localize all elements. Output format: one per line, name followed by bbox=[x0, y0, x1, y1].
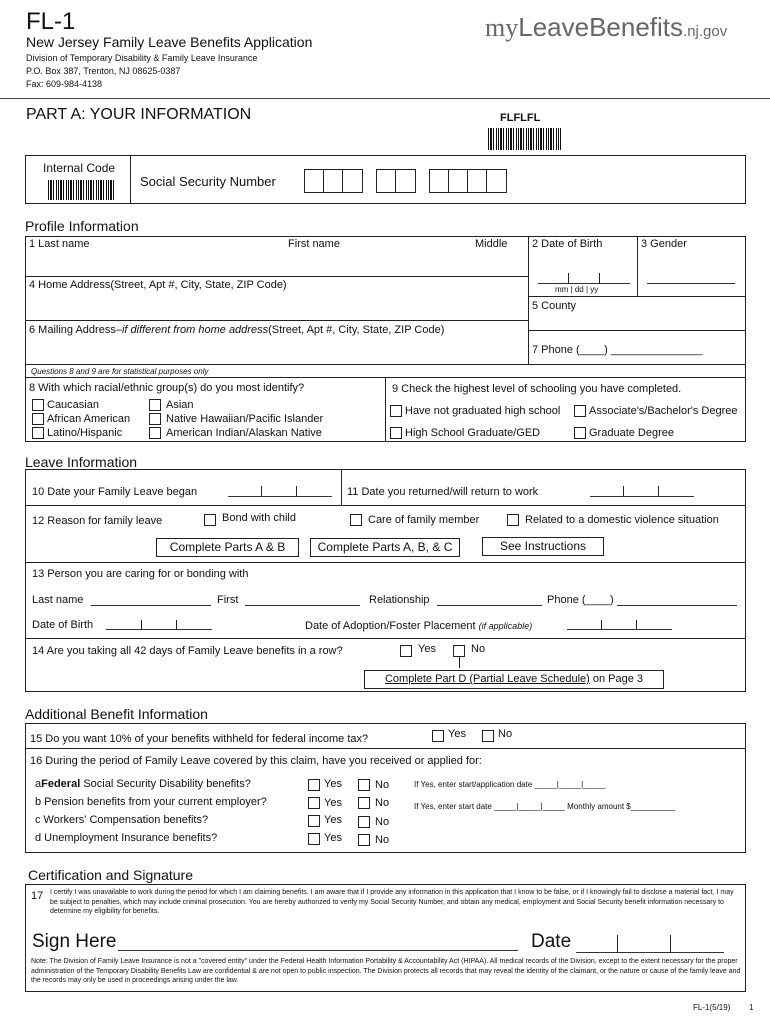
profile-row-line-5 bbox=[25, 364, 746, 365]
q16a-letter: a bbox=[35, 778, 42, 790]
part-d-page: on Page 3 bbox=[589, 673, 644, 685]
q10-label: 10 Date your Family Leave began bbox=[32, 486, 198, 498]
leave-began-date[interactable] bbox=[228, 496, 332, 497]
additional-heading: Additional Benefit Information bbox=[25, 706, 208, 722]
ssn-label: Social Security Number bbox=[140, 174, 276, 189]
q15-label: 15 Do you want 10% of your benefits withheld for federal income tax? bbox=[30, 733, 369, 745]
q16b-no-checkbox[interactable] bbox=[358, 797, 370, 809]
footer-form-ref: FL-1(5/19) bbox=[693, 1003, 731, 1012]
q16a-text: Social Security Disability benefits? bbox=[80, 778, 251, 790]
q16d-no-checkbox[interactable] bbox=[358, 834, 370, 846]
relationship-line[interactable] bbox=[437, 605, 542, 606]
part-d-main: Complete Part D (Partial Leave Schedule) bbox=[384, 673, 590, 685]
sig-date-sep-1 bbox=[617, 935, 618, 953]
q15-no-checkbox[interactable] bbox=[482, 730, 494, 742]
complete-part-d-note bbox=[364, 670, 664, 689]
form-title: New Jersey Family Leave Benefits Application bbox=[26, 34, 313, 50]
adoption-sep-1 bbox=[601, 620, 602, 630]
q16a-no-label: No bbox=[375, 779, 390, 791]
care-phone-label: Phone (____) bbox=[547, 594, 614, 606]
q16b-yes-label: Yes bbox=[324, 797, 342, 809]
latino-hispanic-label: Latino/Hispanic bbox=[47, 427, 123, 439]
care-family-member-checkbox[interactable] bbox=[350, 514, 362, 526]
q16a-no-checkbox[interactable] bbox=[358, 779, 370, 791]
q16d-no-label: No bbox=[375, 834, 390, 846]
gender-divider bbox=[637, 236, 638, 296]
q15-yes-checkbox[interactable] bbox=[432, 730, 444, 742]
q16c-yes-checkbox[interactable] bbox=[308, 815, 320, 827]
profile-row-line-3 bbox=[25, 320, 529, 321]
q16d-text: Unemployment Insurance benefits? bbox=[41, 832, 218, 844]
additional-row-line bbox=[25, 748, 746, 749]
footer-page-number: 1 bbox=[749, 1003, 754, 1012]
site-logo bbox=[485, 12, 727, 43]
signature-line[interactable] bbox=[118, 950, 518, 951]
date-label: Date bbox=[531, 931, 572, 952]
dob-format-hint: mm | dd | yy bbox=[555, 285, 599, 294]
no-high-school-label: Have not graduated high school bbox=[405, 405, 561, 417]
return-date-sep-2 bbox=[658, 486, 659, 496]
logo-domain: .nj.gov bbox=[683, 23, 728, 40]
q16c-yes-label: Yes bbox=[324, 814, 342, 826]
q16a-yes-label: Yes bbox=[324, 778, 342, 790]
profile-row-line-4 bbox=[528, 330, 746, 331]
african-american-checkbox[interactable] bbox=[32, 413, 44, 425]
q16b-note: If Yes, enter start date _____|_____|_____ Monthly amount $__________ bbox=[414, 802, 676, 811]
adoption-date-label bbox=[305, 620, 532, 632]
q16d-yes-label: Yes bbox=[324, 832, 342, 844]
dob-sep-1 bbox=[568, 273, 569, 283]
statistics-note: Questions 8 and 9 are for statistical purposes only bbox=[31, 367, 209, 376]
header-divider bbox=[0, 98, 770, 99]
part-a-title: PART A: YOUR INFORMATION bbox=[26, 106, 252, 123]
see-instructions-note: See Instructions bbox=[482, 537, 604, 556]
profile-row-line-2 bbox=[528, 296, 746, 297]
part-a-barcode-label: FLFLFL bbox=[500, 112, 541, 124]
division-address: P.O. Box 387, Trenton, NJ 08625-0387 bbox=[26, 66, 181, 76]
division-fax: Fax: 609-984-4138 bbox=[26, 79, 103, 89]
pill-2-prefix: Complete bbox=[317, 540, 373, 554]
care-dob-sep-1 bbox=[141, 620, 142, 630]
gender-label: 3 Gender bbox=[641, 238, 687, 250]
profile-col-divider bbox=[528, 236, 529, 364]
graduate-degree-checkbox[interactable] bbox=[574, 427, 586, 439]
q16b-text: Pension benefits from your current employer? bbox=[41, 796, 267, 808]
last-name-label: 1 Last name bbox=[29, 238, 90, 250]
ssn-group-1[interactable] bbox=[304, 169, 363, 193]
part-a-barcode bbox=[488, 128, 561, 150]
asian-checkbox[interactable] bbox=[149, 399, 161, 411]
cert-text: I certify I was unavailable to work during the period for which I am claiming benefits. I am aware that if I provide any information in this application that I know to be false, or if I knowingly fail to disclose a material fact, I may be subject to penalties, which may include criminal prosecution. You are hereby authorized to verify my Social Security Number, and obtain any medical, employment and Social Security benefit information necessary to determine my eligibility for benefits. bbox=[50, 889, 734, 915]
signature-date-line[interactable] bbox=[576, 952, 724, 953]
mailing-italic: if different from home address bbox=[121, 324, 269, 336]
adoption-sep-2 bbox=[636, 620, 637, 630]
q16c-letter: c bbox=[35, 814, 41, 826]
caucasian-checkbox[interactable] bbox=[32, 399, 44, 411]
middle-name-label: Middle bbox=[475, 238, 508, 250]
q16b-label bbox=[35, 796, 267, 808]
q16a-yes-checkbox[interactable] bbox=[308, 779, 320, 791]
care-dob-line[interactable] bbox=[106, 629, 212, 630]
q16d-label bbox=[35, 832, 217, 844]
q15-no-label: No bbox=[498, 728, 513, 740]
q16b-no-label: No bbox=[375, 797, 390, 809]
return-date[interactable] bbox=[590, 496, 694, 497]
q16a-label bbox=[35, 778, 251, 790]
q16c-text: Workers' Compensation benefits? bbox=[40, 814, 209, 826]
ssn-group-2[interactable] bbox=[376, 169, 416, 193]
logo-my: my bbox=[485, 13, 519, 42]
return-date-sep-1 bbox=[623, 486, 624, 496]
complete-parts-abc-note bbox=[310, 538, 460, 557]
profile-row-line-1 bbox=[25, 276, 529, 277]
q14-label: 14 Are you taking all 42 days of Family Leave benefits in a row? bbox=[32, 645, 343, 657]
leave-row-line-2 bbox=[25, 562, 746, 563]
care-last-name-label: Last name bbox=[32, 594, 84, 606]
q16-label: 16 During the period of Family Leave covered by this claim, have you received or applied for: bbox=[30, 755, 482, 767]
adoption-date-line[interactable] bbox=[567, 629, 672, 630]
home-address-label: 4 Home Address(Street, Apt #, City, State, ZIP Code) bbox=[29, 279, 287, 291]
leave-table bbox=[25, 469, 746, 692]
adoption-label: Date of Adoption/Foster Placement bbox=[305, 620, 476, 632]
care-last-name-line[interactable] bbox=[91, 605, 211, 606]
division-name: Division of Temporary Disability & Family Leave Insurance bbox=[26, 53, 258, 63]
pill-2-parts: Parts A, B, & C bbox=[372, 540, 453, 554]
q14-yes-checkbox[interactable] bbox=[400, 645, 412, 657]
q16c-no-label: No bbox=[375, 816, 390, 828]
american-indian-label: American Indian/Alaskan Native bbox=[166, 427, 322, 439]
dob-label: 2 Date of Birth bbox=[532, 238, 603, 250]
associates-bachelors-label: Associate's/Bachelor's Degree bbox=[589, 405, 738, 417]
domestic-violence-label: Related to a domestic violence situation bbox=[525, 514, 719, 526]
q12-label: 12 Reason for family leave bbox=[32, 515, 163, 527]
care-first-name-label: First bbox=[217, 594, 239, 606]
internal-code-barcode bbox=[48, 180, 114, 200]
bond-with-child-label: Bond with child bbox=[222, 512, 296, 524]
associates-bachelors-checkbox[interactable] bbox=[574, 405, 586, 417]
leave-dates-divider bbox=[341, 469, 342, 505]
relationship-label: Relationship bbox=[369, 594, 430, 606]
care-dob-sep-2 bbox=[176, 620, 177, 630]
graduate-degree-label: Graduate Degree bbox=[589, 427, 674, 439]
care-phone-line[interactable] bbox=[617, 605, 737, 606]
adoption-note: (if applicable) bbox=[478, 621, 533, 631]
asian-label: Asian bbox=[166, 399, 194, 411]
form-id: FL-1 bbox=[26, 8, 76, 35]
american-indian-checkbox[interactable] bbox=[149, 427, 161, 439]
q16d-letter: d bbox=[35, 832, 42, 844]
care-family-member-label: Care of family member bbox=[368, 514, 480, 526]
q16c-label bbox=[35, 814, 208, 826]
internal-code-label: Internal Code bbox=[43, 161, 116, 175]
county-label: 5 County bbox=[532, 300, 577, 312]
hipaa-note: Note: The Division of Family Leave Insurance is not a "covered entity" under the Federal Health Information Portability & Accountability Act (HIPAA). All medical records of the Division, except to the extent necessary for the proper administration of the Temporary Disability Benefits Law are confidential & are not open to public inspection. The Division protects all records that may reveal the identity of the claimant, or the nature or cause of the family leave and the records may only be used in proceedings arising under the law. bbox=[31, 958, 741, 984]
q8-label: 8 With which racial/ethnic group(s) do you most identify? bbox=[29, 382, 305, 394]
high-school-checkbox[interactable] bbox=[390, 427, 402, 439]
care-first-name-line[interactable] bbox=[245, 605, 360, 606]
cert-heading: Certification and Signature bbox=[28, 867, 193, 883]
q16a-bold: Federal bbox=[41, 778, 81, 790]
sign-here-label: Sign Here bbox=[32, 931, 117, 952]
profile-heading: Profile Information bbox=[25, 218, 139, 234]
q13-label: 13 Person you are caring for or bonding with bbox=[32, 568, 249, 580]
latino-hispanic-checkbox[interactable] bbox=[32, 427, 44, 439]
domestic-violence-checkbox[interactable] bbox=[507, 514, 519, 526]
caucasian-label: Caucasian bbox=[47, 399, 99, 411]
phone-label: 7 Phone (____) _______________ bbox=[532, 344, 703, 356]
q15-yes-label: Yes bbox=[448, 728, 466, 740]
leave-heading: Leave Information bbox=[25, 454, 138, 470]
q16b-letter: b bbox=[35, 796, 42, 808]
pacific-islander-checkbox[interactable] bbox=[149, 413, 161, 425]
leave-row-line-3 bbox=[25, 638, 746, 639]
dob-sep-2 bbox=[599, 273, 600, 283]
stats-divider bbox=[385, 377, 386, 442]
q14-yes-label: Yes bbox=[418, 643, 436, 655]
leave-row-line-1 bbox=[25, 505, 746, 506]
complete-parts-ab-note bbox=[156, 538, 299, 557]
mailing-address-label bbox=[29, 324, 444, 336]
q11-label: 11 Date you returned/will return to work bbox=[347, 486, 539, 498]
q14-no-label: No bbox=[471, 643, 486, 655]
dob-line[interactable] bbox=[538, 283, 630, 284]
q16d-yes-checkbox[interactable] bbox=[308, 833, 320, 845]
cert-number: 17 bbox=[31, 890, 44, 902]
q16c-no-checkbox[interactable] bbox=[358, 816, 370, 828]
african-american-label: African American bbox=[47, 413, 131, 425]
gender-line[interactable] bbox=[647, 283, 735, 284]
leave-began-sep-2 bbox=[296, 486, 297, 496]
logo-leave: LeaveBenefits bbox=[518, 12, 684, 42]
pill-1-prefix: Complete bbox=[169, 540, 225, 554]
pill-1-parts: Parts A & B bbox=[224, 540, 286, 554]
no-high-school-checkbox[interactable] bbox=[390, 405, 402, 417]
ssn-group-3[interactable] bbox=[429, 169, 507, 193]
q14-connector bbox=[459, 657, 460, 668]
bond-with-child-checkbox[interactable] bbox=[204, 514, 216, 526]
q14-no-checkbox[interactable] bbox=[453, 645, 465, 657]
sig-date-sep-2 bbox=[670, 935, 671, 953]
identification-divider bbox=[130, 155, 131, 204]
pacific-islander-label: Native Hawaiian/Pacific Islander bbox=[166, 413, 324, 425]
q16a-note: If Yes, enter start/application date _____|_____|_____ bbox=[414, 780, 606, 789]
mailing-prefix: 6 Mailing Address– bbox=[29, 324, 122, 336]
care-dob-label: Date of Birth bbox=[32, 619, 94, 631]
mailing-suffix: (Street, Apt #, City, State, ZIP Code) bbox=[268, 324, 445, 336]
q9-label: 9 Check the highest level of schooling you have completed. bbox=[392, 383, 682, 395]
leave-began-sep-1 bbox=[261, 486, 262, 496]
first-name-label: First name bbox=[288, 238, 340, 250]
q16b-yes-checkbox[interactable] bbox=[308, 797, 320, 809]
high-school-label: High School Graduate/GED bbox=[405, 427, 541, 439]
